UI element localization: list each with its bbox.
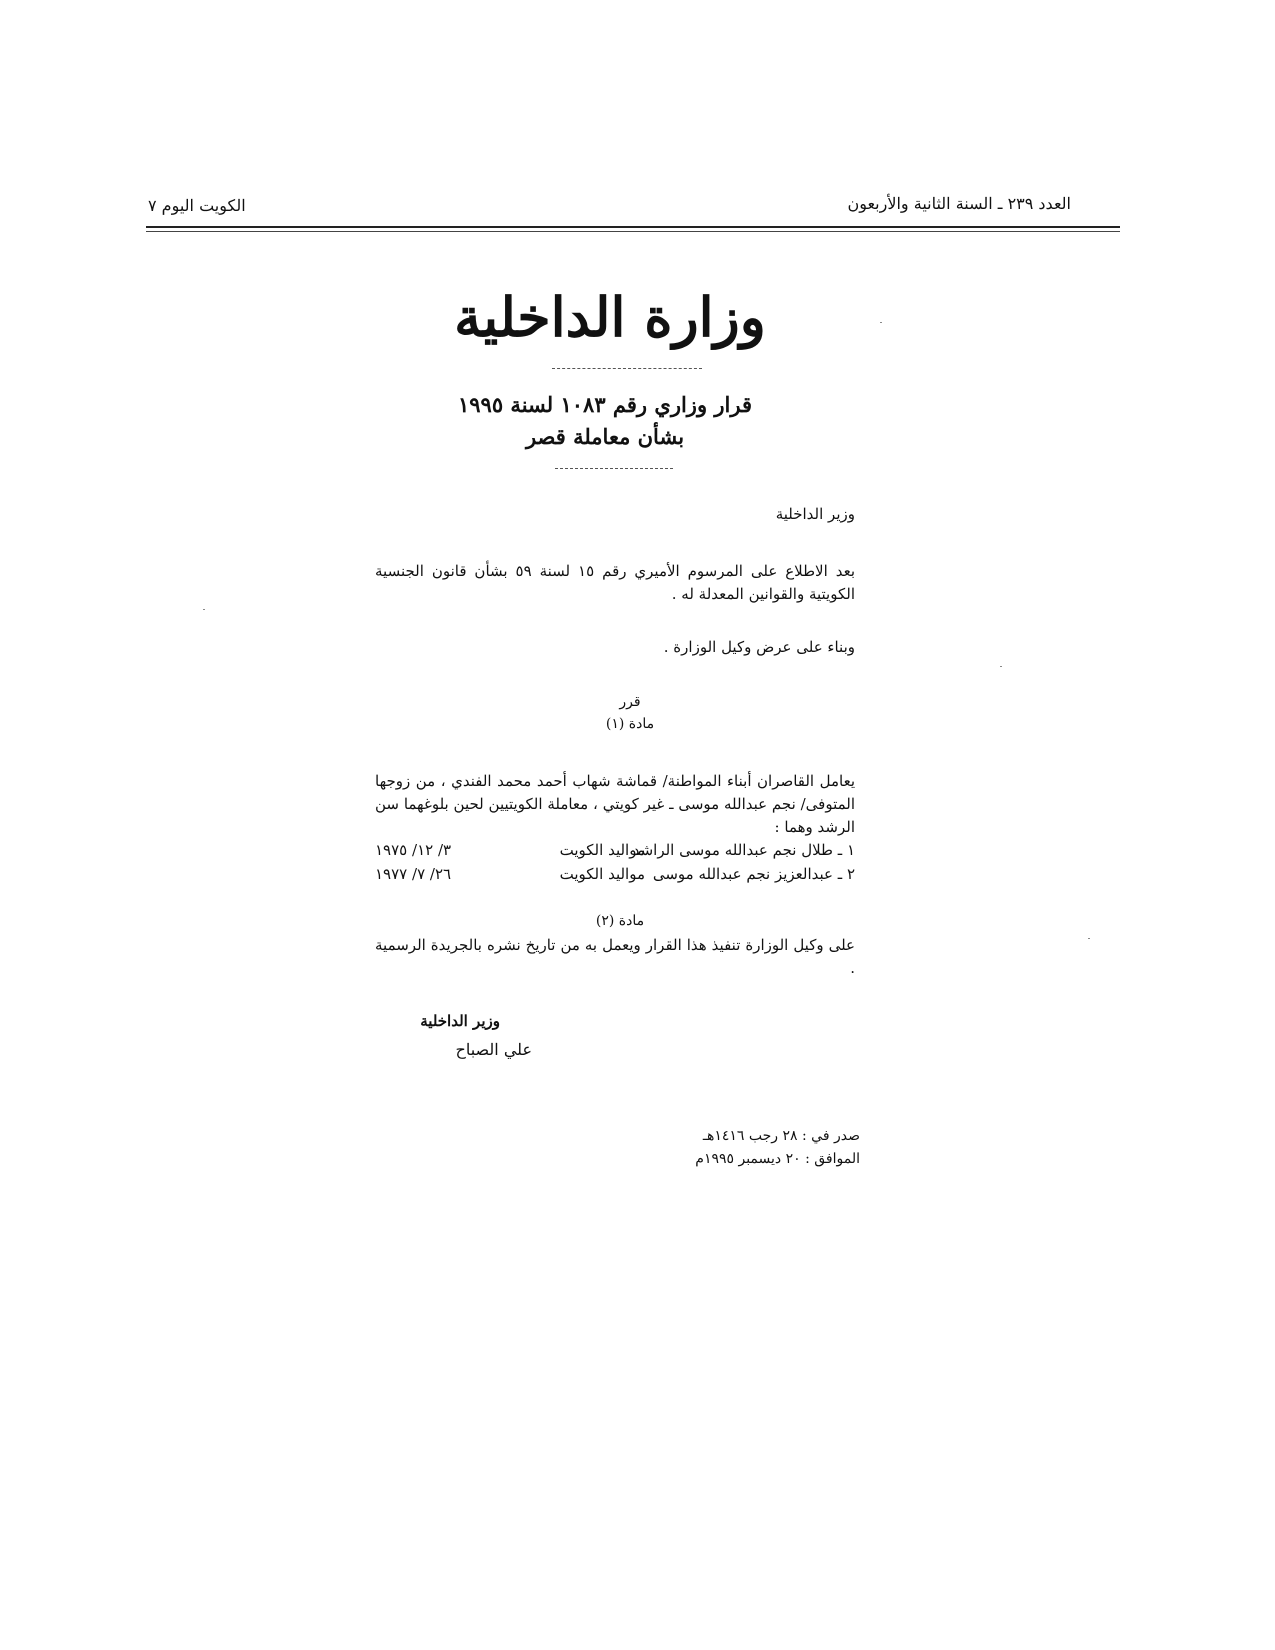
preamble-paragraph: بعد الاطلاع على المرسوم الأميري رقم ١٥ لسنة ٥٩ بشأن قانون الجنسية الكويتية والقوانين المعدلة له .	[375, 562, 855, 603]
header-page-label: الكويت اليوم ٧	[148, 196, 246, 215]
article-1-label: مادة (١)	[605, 716, 655, 732]
article-1-text: يعامل القاصران أبناء المواطنة/ قماشة شهاب أحمد محمد الفندي ، من زوجها المتوفى/ نجم عبدالله موسى ـ غير كويتي ، معاملة الكويتيين لحين بلوغهما سن الرشد وهما :	[375, 772, 855, 836]
decree-title: قرار وزاري رقم ١٠٨٣ لسنة ١٩٩٥	[458, 392, 752, 417]
based-on-paragraph: وبناء على عرض وكيل الوزارة .	[663, 638, 855, 656]
child-name: ٢ ـ عبدالعزيز نجم عبدالله موسى	[652, 865, 855, 883]
signature-title: وزير الداخلية	[420, 1012, 500, 1030]
decree-subtitle: بشأن معاملة قصر	[525, 424, 685, 449]
child-birthdate: ٣/ ١٢/ ١٩٧٥	[375, 841, 452, 859]
scan-speck	[1000, 666, 1002, 667]
child-birthdate: ٢٦/ ٧/ ١٩٧٧	[375, 865, 452, 883]
list-item	[375, 862, 855, 886]
child-name: ١ ـ طلال نجم عبدالله موسى الراشد	[632, 841, 855, 859]
child-birthplace: مواليد الكويت	[559, 865, 645, 883]
scan-speck	[880, 322, 882, 323]
decided-heading: قرر	[619, 694, 641, 710]
list-item	[375, 838, 855, 862]
title-ornament	[555, 468, 673, 469]
article-2-text: على وكيل الوزارة تنفيذ هذا القرار ويعمل به من تاريخ نشره بالجريدة الرسمية .	[375, 936, 855, 977]
minister-heading: وزير الداخلية	[775, 505, 855, 523]
scan-speck	[203, 609, 205, 610]
issue-date-hijri: صدر في : ٢٨ رجب ١٤١٦هـ	[702, 1128, 860, 1144]
scan-speck	[1088, 938, 1090, 939]
child-birthplace: مواليد الكويت	[559, 841, 645, 859]
ministry-masthead: وزارة الداخلية	[454, 285, 766, 349]
header-issue-label: العدد ٢٣٩ ـ السنة الثانية والأربعون	[847, 194, 1071, 213]
signature-name: علي الصباح	[455, 1040, 532, 1059]
issue-date-gregorian: الموافق : ٢٠ ديسمبر ١٩٩٥م	[695, 1151, 860, 1167]
masthead-ornament	[552, 368, 702, 369]
header-rule	[146, 226, 1120, 228]
article-2-label: مادة (٢)	[595, 913, 645, 929]
header-rule-thin	[146, 231, 1120, 232]
